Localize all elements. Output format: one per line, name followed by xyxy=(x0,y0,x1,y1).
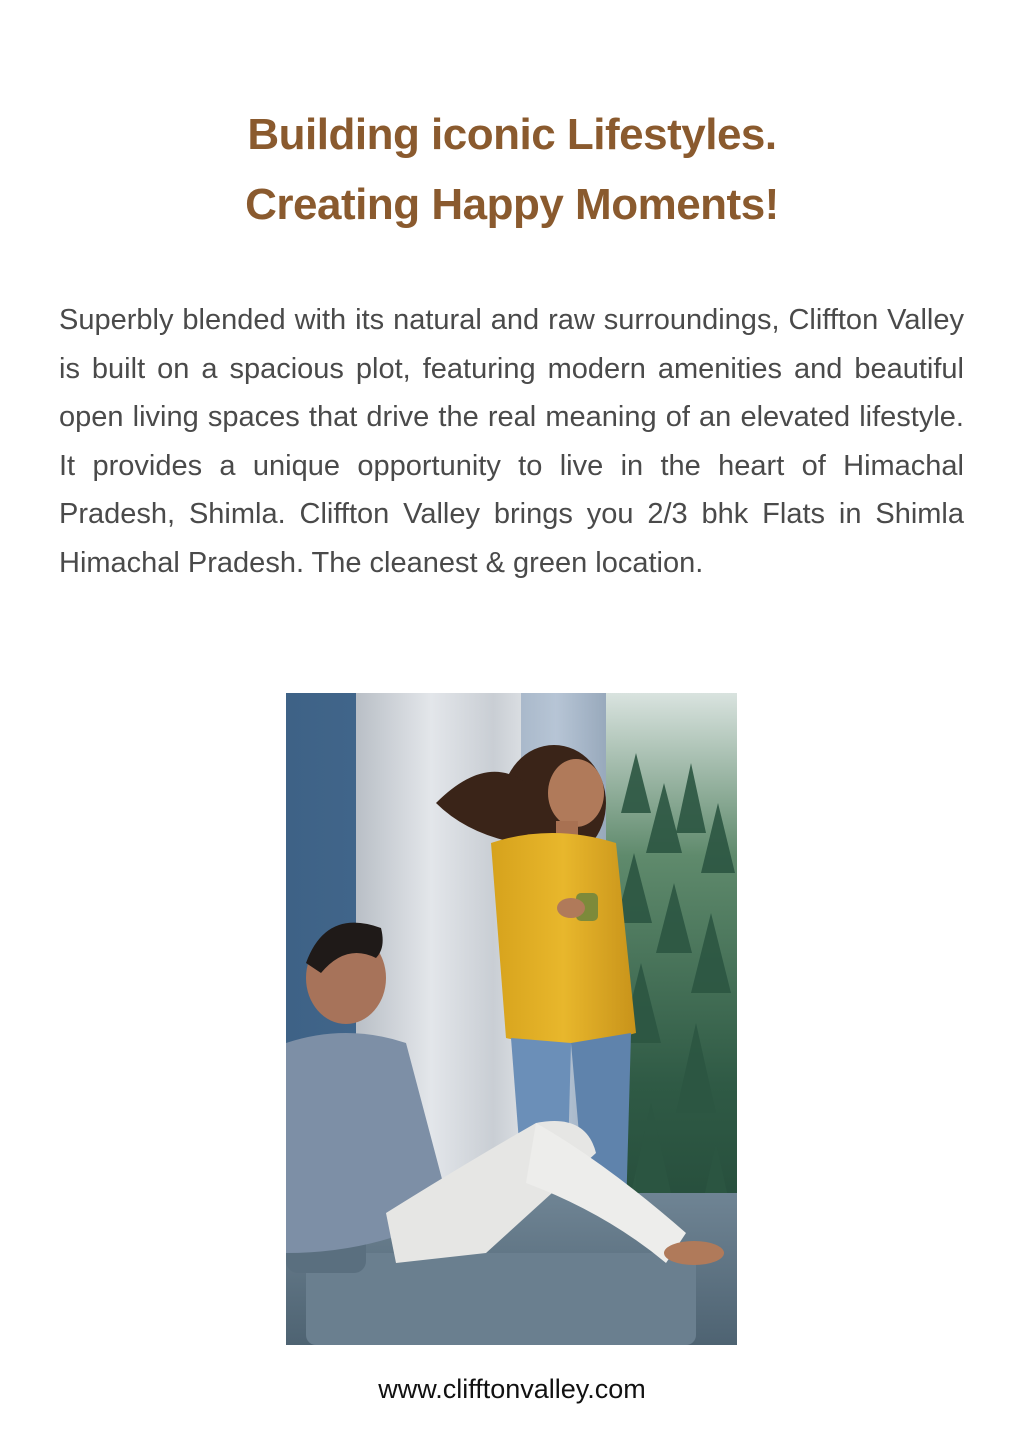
page-heading xyxy=(0,100,1024,240)
heading-line-1: Building iconic Lifestyles. xyxy=(247,110,777,159)
lifestyle-photo xyxy=(286,693,737,1345)
website-url[interactable]: www.clifftonvalley.com xyxy=(378,1374,646,1404)
intro-paragraph: Superbly blended with its natural and raw surroundings, Cliffton Valley is built on a spacious plot, featuring modern amenities and beautiful open living spaces that drive the real meaning of an elevated lifestyle. It provides a unique opportunity to live in the heart of Himachal Pradesh, Shimla. Cliffton Valley brings you 2/3 bhk Flats in Shimla Himachal Pradesh. The cleanest & green location. xyxy=(59,304,964,579)
heading-line-2: Creating Happy Moments! xyxy=(245,180,779,229)
